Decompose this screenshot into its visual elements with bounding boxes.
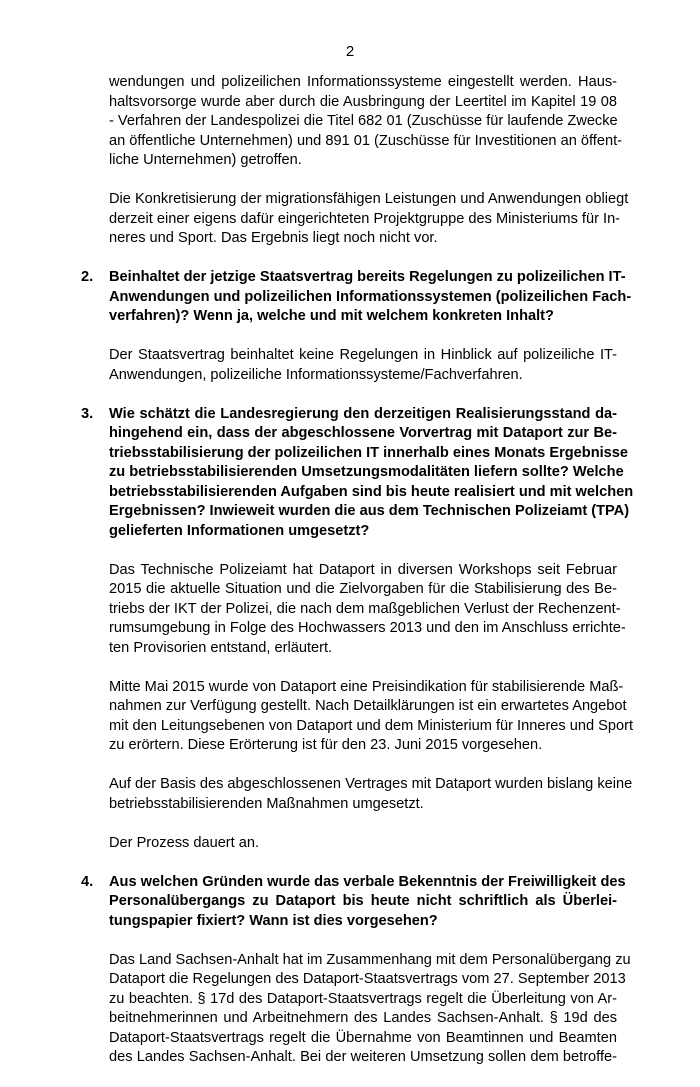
- text-line: gelieferten Informationen umgesetzt?: [109, 522, 370, 539]
- text-line: Dataport die Regelungen des Dataport-Staatsvertrags vom 27. September 2013: [109, 971, 626, 987]
- text-line: zu betriebsstabilisierenden Umsetzungsmodalitäten liefern sollte? Welche: [109, 464, 624, 480]
- question-4: [81, 873, 626, 932]
- answer-3-paragraph-3: [109, 775, 633, 814]
- text-line: Aus welchen Gründen wurde das verbale Bekenntnis der Freiwilligkeit des: [109, 873, 626, 890]
- text-line: Dataport-Staatsvertrags regelt die Übernahme von Beamtinnen und Beamten: [109, 1029, 617, 1046]
- text-line: verfahren)? Wenn ja, welche und mit welchem konkreten Inhalt?: [109, 308, 554, 324]
- text-line: an öffentliche Unternehmen) und 891 01 (Zuschüsse für Investitionen an öffent-: [109, 132, 622, 149]
- text-line: Das Land Sachsen-Anhalt hat im Zusammenhang mit dem Personalübergang zu: [109, 951, 631, 968]
- text-line: Der Staatsvertrag beinhaltet keine Regelungen in Hinblick auf polizeiliche IT-: [109, 347, 617, 363]
- question-2: [81, 268, 632, 327]
- text-line: Wie schätzt die Landesregierung den derzeitigen Realisierungsstand da-: [109, 405, 617, 422]
- text-line: betriebsstabilisierenden Maßnahmen umgesetzt.: [109, 795, 424, 812]
- text-line: mit den Leitungsebenen von Dataport und dem Ministerium für Inneres und Sport: [109, 717, 634, 734]
- text-line: Personalübergangs zu Dataport bis heute nicht schriftlich als Überlei-: [109, 893, 617, 909]
- text-line: zu erörtern. Diese Erörterung ist für den 23. Juni 2015 vorgesehen.: [109, 737, 543, 753]
- question-number: 4.: [81, 873, 94, 890]
- text-line: 2015 die aktuelle Situation und die Zielvorgaben für die Stabilisierung des Be-: [109, 581, 617, 597]
- page-number: 2: [345, 43, 355, 60]
- text-line: tungspapier fixiert? Wann ist dies vorgesehen?: [109, 912, 438, 929]
- text-line: liche Unternehmen) getroffen.: [109, 152, 302, 168]
- text-line: betriebsstabilisierenden Aufgaben sind bis heute realisiert und mit welchen: [109, 483, 634, 500]
- answer-3-paragraph-1: [109, 561, 626, 659]
- text-line: derzeit einer eigens dafür eingerichteten Projektgruppe des Ministeriums für In-: [109, 210, 621, 227]
- text-line: neres und Sport. Das Ergebnis liegt noch nicht vor.: [109, 230, 438, 246]
- text-line: ten Provisorien entstand, erläutert.: [109, 639, 333, 656]
- text-line: nahmen zur Verfügung gestellt. Nach Detailklärungen ist ein erwartetes Angebot: [109, 698, 627, 714]
- answer-2: [109, 346, 617, 385]
- document-body: [81, 73, 634, 1087]
- text-line: Ergebnissen? Inwieweit wurden die aus dem Technischen Polizeiamt (TPA): [109, 503, 630, 519]
- text-line: rumsumgebung in Folge des Hochwassers 2013 und den im Anschluss errichte-: [109, 620, 626, 636]
- answer-3-paragraph-4: [109, 834, 617, 854]
- text-line: des Landes Sachsen-Anhalt. Bei der weiteren Umsetzung sollen dem betroffe-: [109, 1049, 617, 1065]
- text-line: triebs der IKT der Polizei, die nach dem maßgeblichen Verlust der Rechenzent-: [109, 600, 621, 617]
- text-line: - Verfahren der Landespolizei die Titel 682 01 (Zuschüsse für laufende Zwecke: [109, 113, 618, 129]
- text-line: zu beachten. § 17d des Dataport-Staatsvertrags regelt die Überleitung von Ar-: [109, 990, 617, 1007]
- answer-4: [109, 951, 631, 1068]
- text-line: Beinhaltet der jetzige Staatsvertrag bereits Regelungen zu polizeilichen IT-: [109, 269, 626, 285]
- question-number: 3.: [81, 405, 94, 422]
- text-line: Der Prozess dauert an.: [109, 834, 260, 851]
- text-line: Anwendungen, polizeiliche Informationssysteme/Fachverfahren.: [109, 366, 523, 383]
- text-line: Auf der Basis des abgeschlossenen Vertrages mit Dataport wurden bislang keine: [109, 776, 633, 792]
- answer-3-paragraph-2: [109, 678, 634, 756]
- intro-paragraph-1: [109, 73, 622, 171]
- text-line: Anwendungen und polizeilichen Informationssystemen (polizeilichen Fach-: [109, 288, 632, 305]
- question-number: 2.: [81, 269, 94, 285]
- text-line: wendungen und polizeilichen Informationssysteme eingestellt werden. Haus-: [109, 74, 617, 90]
- text-line: hingehend ein, dass der abgeschlossene Vorvertrag mit Dataport zur Be-: [109, 425, 617, 441]
- text-line: Die Konkretisierung der migrationsfähigen Leistungen und Anwendungen obliegt: [109, 191, 629, 207]
- intro-paragraph-2: [109, 190, 629, 249]
- text-line: beitnehmerinnen und Arbeitnehmern des Landes Sachsen-Anhalt. § 19d des: [109, 1010, 617, 1026]
- text-line: triebsstabilisierung der polizeilichen IT innerhalb eines Monats Ergebnisse: [109, 444, 629, 461]
- question-3: [81, 405, 634, 542]
- text-line: Das Technische Polizeiamt hat Dataport in diversen Workshops seit Februar: [109, 561, 617, 578]
- text-line: haltsvorsorge wurde aber durch die Ausbringung der Leertitel im Kapitel 19 08: [109, 93, 617, 110]
- text-line: Mitte Mai 2015 wurde von Dataport eine Preisindikation für stabilisierende Maß-: [109, 678, 624, 695]
